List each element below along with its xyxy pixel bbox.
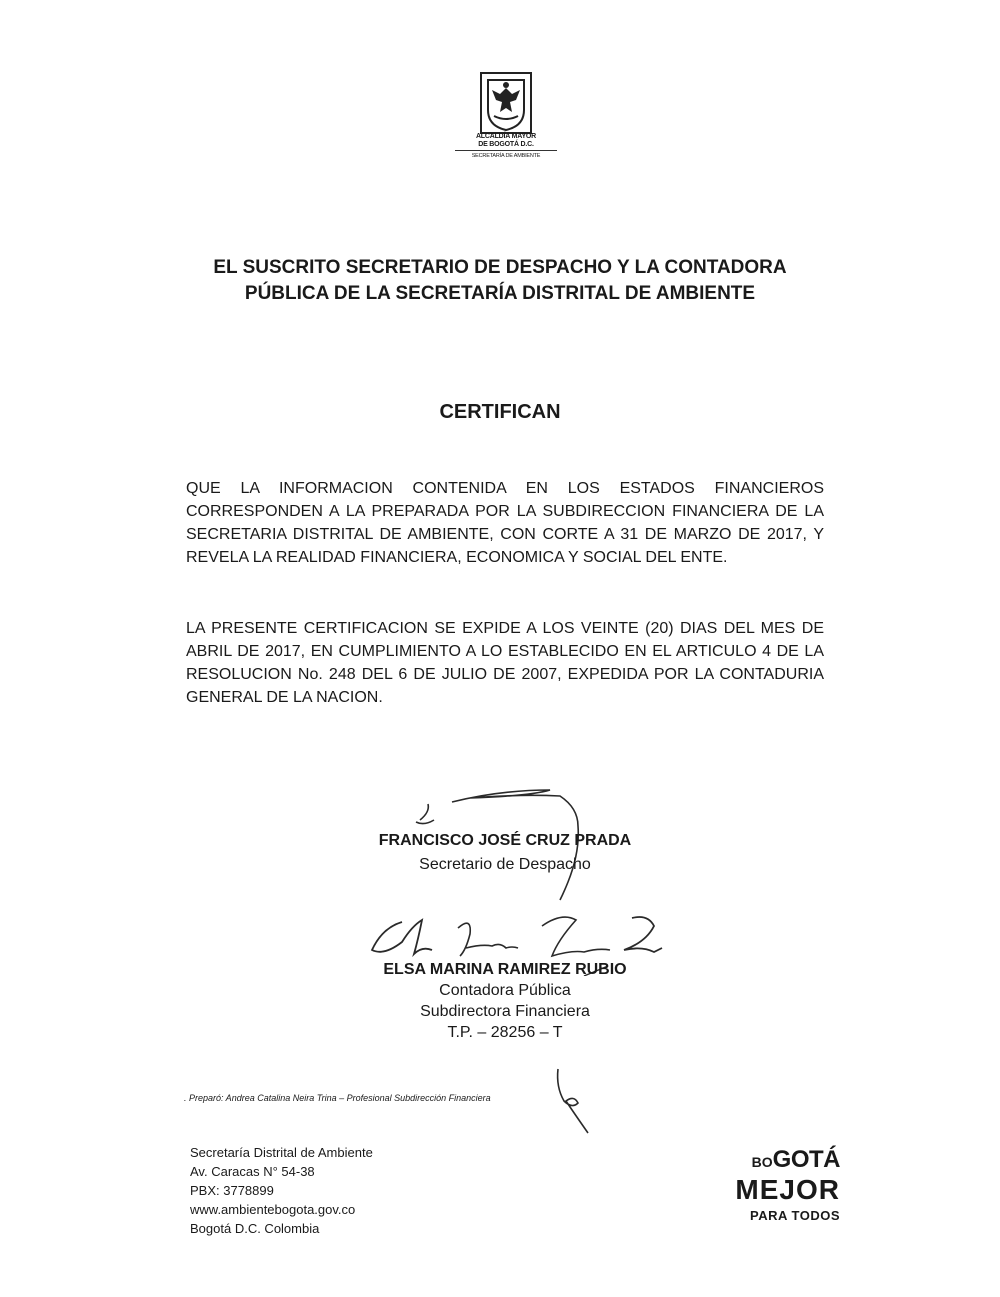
logo-bogota-small: BO: [751, 1154, 773, 1170]
logo-mejor: MEJOR: [735, 1174, 840, 1205]
signatory-1-role: Secretario de Despacho: [419, 856, 591, 873]
paragraph-1: QUE LA INFORMACION CONTENIDA EN LOS ESTADOS FINANCIEROS CORRESPONDEN A LA PREPARADA POR LA SUBDIRECCION FINANCIERA DE LA SECRETARIA DISTRITAL DE AMBIENTE, CON CORTE A 31 DE MARZO DE 2017, Y REVELA LA REALIDAD FINANCIERA, ECONOMICA Y SOCIAL DEL ENTE.: [186, 480, 824, 566]
signatory-1-block: [350, 829, 660, 877]
address-line-1: Secretaría Distrital de Ambiente: [190, 1145, 373, 1160]
logo-para-todos: PARA TODOS: [750, 1208, 840, 1223]
address-line-2: Av. Caracas N° 54-38: [190, 1164, 315, 1179]
header-line-3: SECRETARÍA DE AMBIENTE: [455, 150, 557, 160]
signatory-2-role-1: Contadora Pública: [439, 982, 571, 999]
signatory-2-license: T.P. – 28256 – T: [447, 1024, 563, 1041]
institution-header: [455, 133, 557, 160]
signatory-1-name: FRANCISCO JOSÉ CRUZ PRADA: [378, 832, 632, 849]
certify-heading: CERTIFICAN: [439, 401, 561, 423]
logo-bogota: [716, 1146, 840, 1174]
address-line-3: PBX: 3778899: [190, 1183, 274, 1198]
coat-of-arms-icon: [480, 72, 532, 134]
prepared-by-note: . Preparó: Andrea Catalina Neira Trina – Profesional Subdirección Financiera: [184, 1093, 491, 1103]
address-line-4: www.ambientebogota.gov.co: [190, 1202, 356, 1217]
signatory-2-block: [350, 959, 660, 1043]
initials-scribble: [552, 1065, 592, 1137]
document-title: [150, 255, 850, 307]
signatory-2-name: ELSA MARINA RAMIREZ RUBIO: [383, 961, 627, 978]
title-line-2: PÚBLICA DE LA SECRETARÍA DISTRITAL DE AMBIENTE: [244, 283, 756, 304]
logo-bogota-big: GOTÁ: [772, 1146, 840, 1173]
header-line-1: ALCALDÍA MAYOR: [475, 133, 537, 140]
paragraph-2: LA PRESENTE CERTIFICACION SE EXPIDE A LOS VEINTE (20) DIAS DEL MES DE ABRIL DE 2017, EN CUMPLIMIENTO A LO ESTABLECIDO EN EL ARTICULO 4 DE LA RESOLUCION No. 248 DEL 6 DE JULIO DE 2007, EXPEDIDA POR LA CONTADURIA GENERAL DE LA NACION.: [186, 620, 824, 706]
signatory-2-role-2: Subdirectora Financiera: [420, 1003, 590, 1020]
address-line-5: Bogotá D.C. Colombia: [190, 1221, 320, 1236]
header-line-2: DE BOGOTÁ D.C.: [478, 141, 534, 148]
bogota-mejor-logo: [716, 1130, 840, 1226]
title-line-1: EL SUSCRITO SECRETARIO DE DESPACHO Y LA CONTADORA: [213, 257, 787, 278]
footer-address: [190, 1143, 373, 1238]
